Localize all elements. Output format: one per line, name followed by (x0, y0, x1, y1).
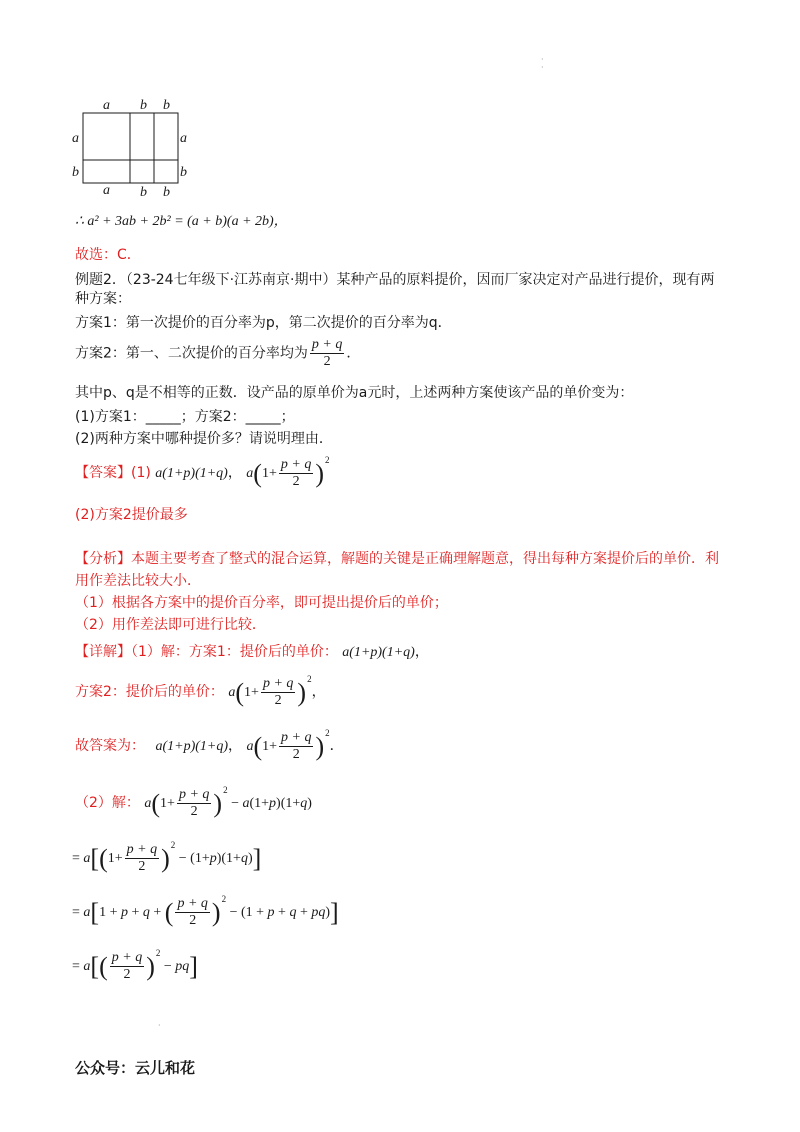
fraction-denominator: 2 (292, 747, 300, 763)
fraction-denominator: 2 (292, 474, 300, 490)
analysis-line2: 用作差法比较大小． (75, 573, 201, 589)
answer-is-expression-2: a(1+ $\frac{p + q}{2}$ )$^2$． (246, 728, 344, 763)
plan2-fraction (310, 337, 344, 370)
fraction-numerator: p + q (177, 787, 211, 804)
detail-expression: a(1+p)(1+q) (342, 645, 415, 660)
diagram-left-label: a (72, 131, 79, 146)
answer-expression-2: a(1+ $\frac{p + q}{2}$ )$^2$ (246, 455, 330, 490)
answer-label: 【答案】(1) (75, 465, 151, 481)
diagram-top-label: a (103, 98, 110, 113)
fraction-denominator: 2 (323, 354, 331, 370)
analysis-line1: 【分析】本题主要考查了整式的混合运算，解题的关键是正确理解题意，得出每种方案提价后的单价．利 (75, 551, 719, 567)
fraction-numerator: p + q (175, 896, 209, 913)
question-1: (1)方案1：_____；方案2：_____； (75, 409, 295, 425)
plan2-prefix: 方案2：第一、二次提价的百分率均为 (75, 345, 308, 362)
detail-line (75, 641, 429, 661)
question-2: (2)两种方案中哪种提价多？请说明理由． (75, 431, 333, 447)
part2-line (75, 785, 312, 820)
plan2-detail-expression: a(1+ $\frac{p + q}{2}$ )$^2$， (228, 674, 326, 709)
detail-end: ， (414, 644, 429, 660)
fraction-denominator: 2 (189, 913, 197, 929)
area-diagram (66, 94, 196, 200)
plan2-line (75, 337, 360, 370)
fraction-denominator: 2 (190, 804, 198, 820)
derivation-step-1: = a[(1+ $\frac{p + q}{2}$ )$^2$ − (1+p)(1+q)] (72, 840, 262, 875)
fraction-denominator: 2 (123, 967, 131, 983)
answer-part-2: (2)方案2提价最多 (75, 507, 188, 523)
detail-text: （1）解：方案1：提价后的单价： (131, 644, 338, 660)
diagram-bottom-label: b (163, 185, 170, 200)
diagram-right-label: b (180, 165, 187, 180)
diagram-top-label: b (140, 98, 147, 113)
plan1-line: 方案1：第一次提价的百分率为p，第二次提价的百分率为q． (75, 315, 452, 331)
answer-is-label: 故答案为： (75, 738, 145, 754)
answer-is-expression-1: a(1+p)(1+q) (155, 739, 228, 754)
fraction-numerator: p + q (310, 337, 344, 354)
analysis-step2: （2）用作差法即可进行比较． (75, 617, 266, 633)
diagram-left-label: b (72, 165, 79, 180)
diagram-bottom-label: a (103, 183, 110, 198)
fraction-numerator: p + q (125, 842, 159, 859)
fraction-denominator: 2 (274, 693, 282, 709)
plan2-suffix: ． (346, 345, 361, 362)
answer-is-separator: ， (228, 738, 242, 754)
answer-line (75, 455, 330, 490)
footer-dot: · (158, 1021, 161, 1030)
derivation-step-2: = a[1 + p + q + ( $\frac{p + q}{2}$ )$^2$ − (1 + p + q + pq)] (72, 894, 339, 929)
analysis-step1: （1）根据各方案中的提价百分率，即可提出提价后的单价； (75, 595, 448, 611)
diagram-top-label: b (163, 98, 170, 113)
choice-line: 故选：C． (75, 247, 141, 263)
fraction-numerator: p + q (279, 730, 313, 747)
example-title-line2: 种方案： (75, 291, 131, 307)
part2-label: （2）解： (75, 795, 140, 811)
header-dots: · · (541, 55, 544, 72)
plan2-detail-line (75, 674, 326, 709)
identity-line (75, 210, 288, 230)
example-title-line1: 例题2．（23-24七年级下·江苏南京·期中）某种产品的原料提价，因而厂家决定对产品进行提价，现有两 (75, 272, 715, 288)
detail-label: 【详解】 (75, 644, 131, 660)
footer-text: 公众号：云儿和花 (75, 1059, 196, 1077)
plan2-detail-text: 方案2：提价后的单价： (75, 684, 224, 700)
where-line: 其中p、q是不相等的正数．设产品的原单价为a元时，上述两种方案使该产品的单价变为： (75, 385, 634, 401)
answer-is-line (75, 728, 344, 763)
fraction-denominator: 2 (138, 859, 146, 875)
derivation-step-3: = a[( $\frac{p + q}{2}$ )$^2$ − pq] (72, 948, 198, 983)
fraction-numerator: p + q (279, 457, 313, 474)
diagram-right-label: a (180, 131, 187, 146)
answer-expression-1: a(1+p)(1+q) (155, 466, 228, 481)
part2-expression: a(1+ $\frac{p + q}{2}$ )$^2$ − a(1+p)(1+q) (144, 785, 312, 820)
fraction-numerator: p + q (261, 676, 295, 693)
identity-text: ∴ a² + 3ab + 2b² = (a + b)(a + 2b)， (75, 214, 288, 229)
answer-separator: ， (227, 465, 242, 481)
diagram-bottom-label: b (140, 185, 147, 200)
fraction-numerator: p + q (110, 950, 144, 967)
